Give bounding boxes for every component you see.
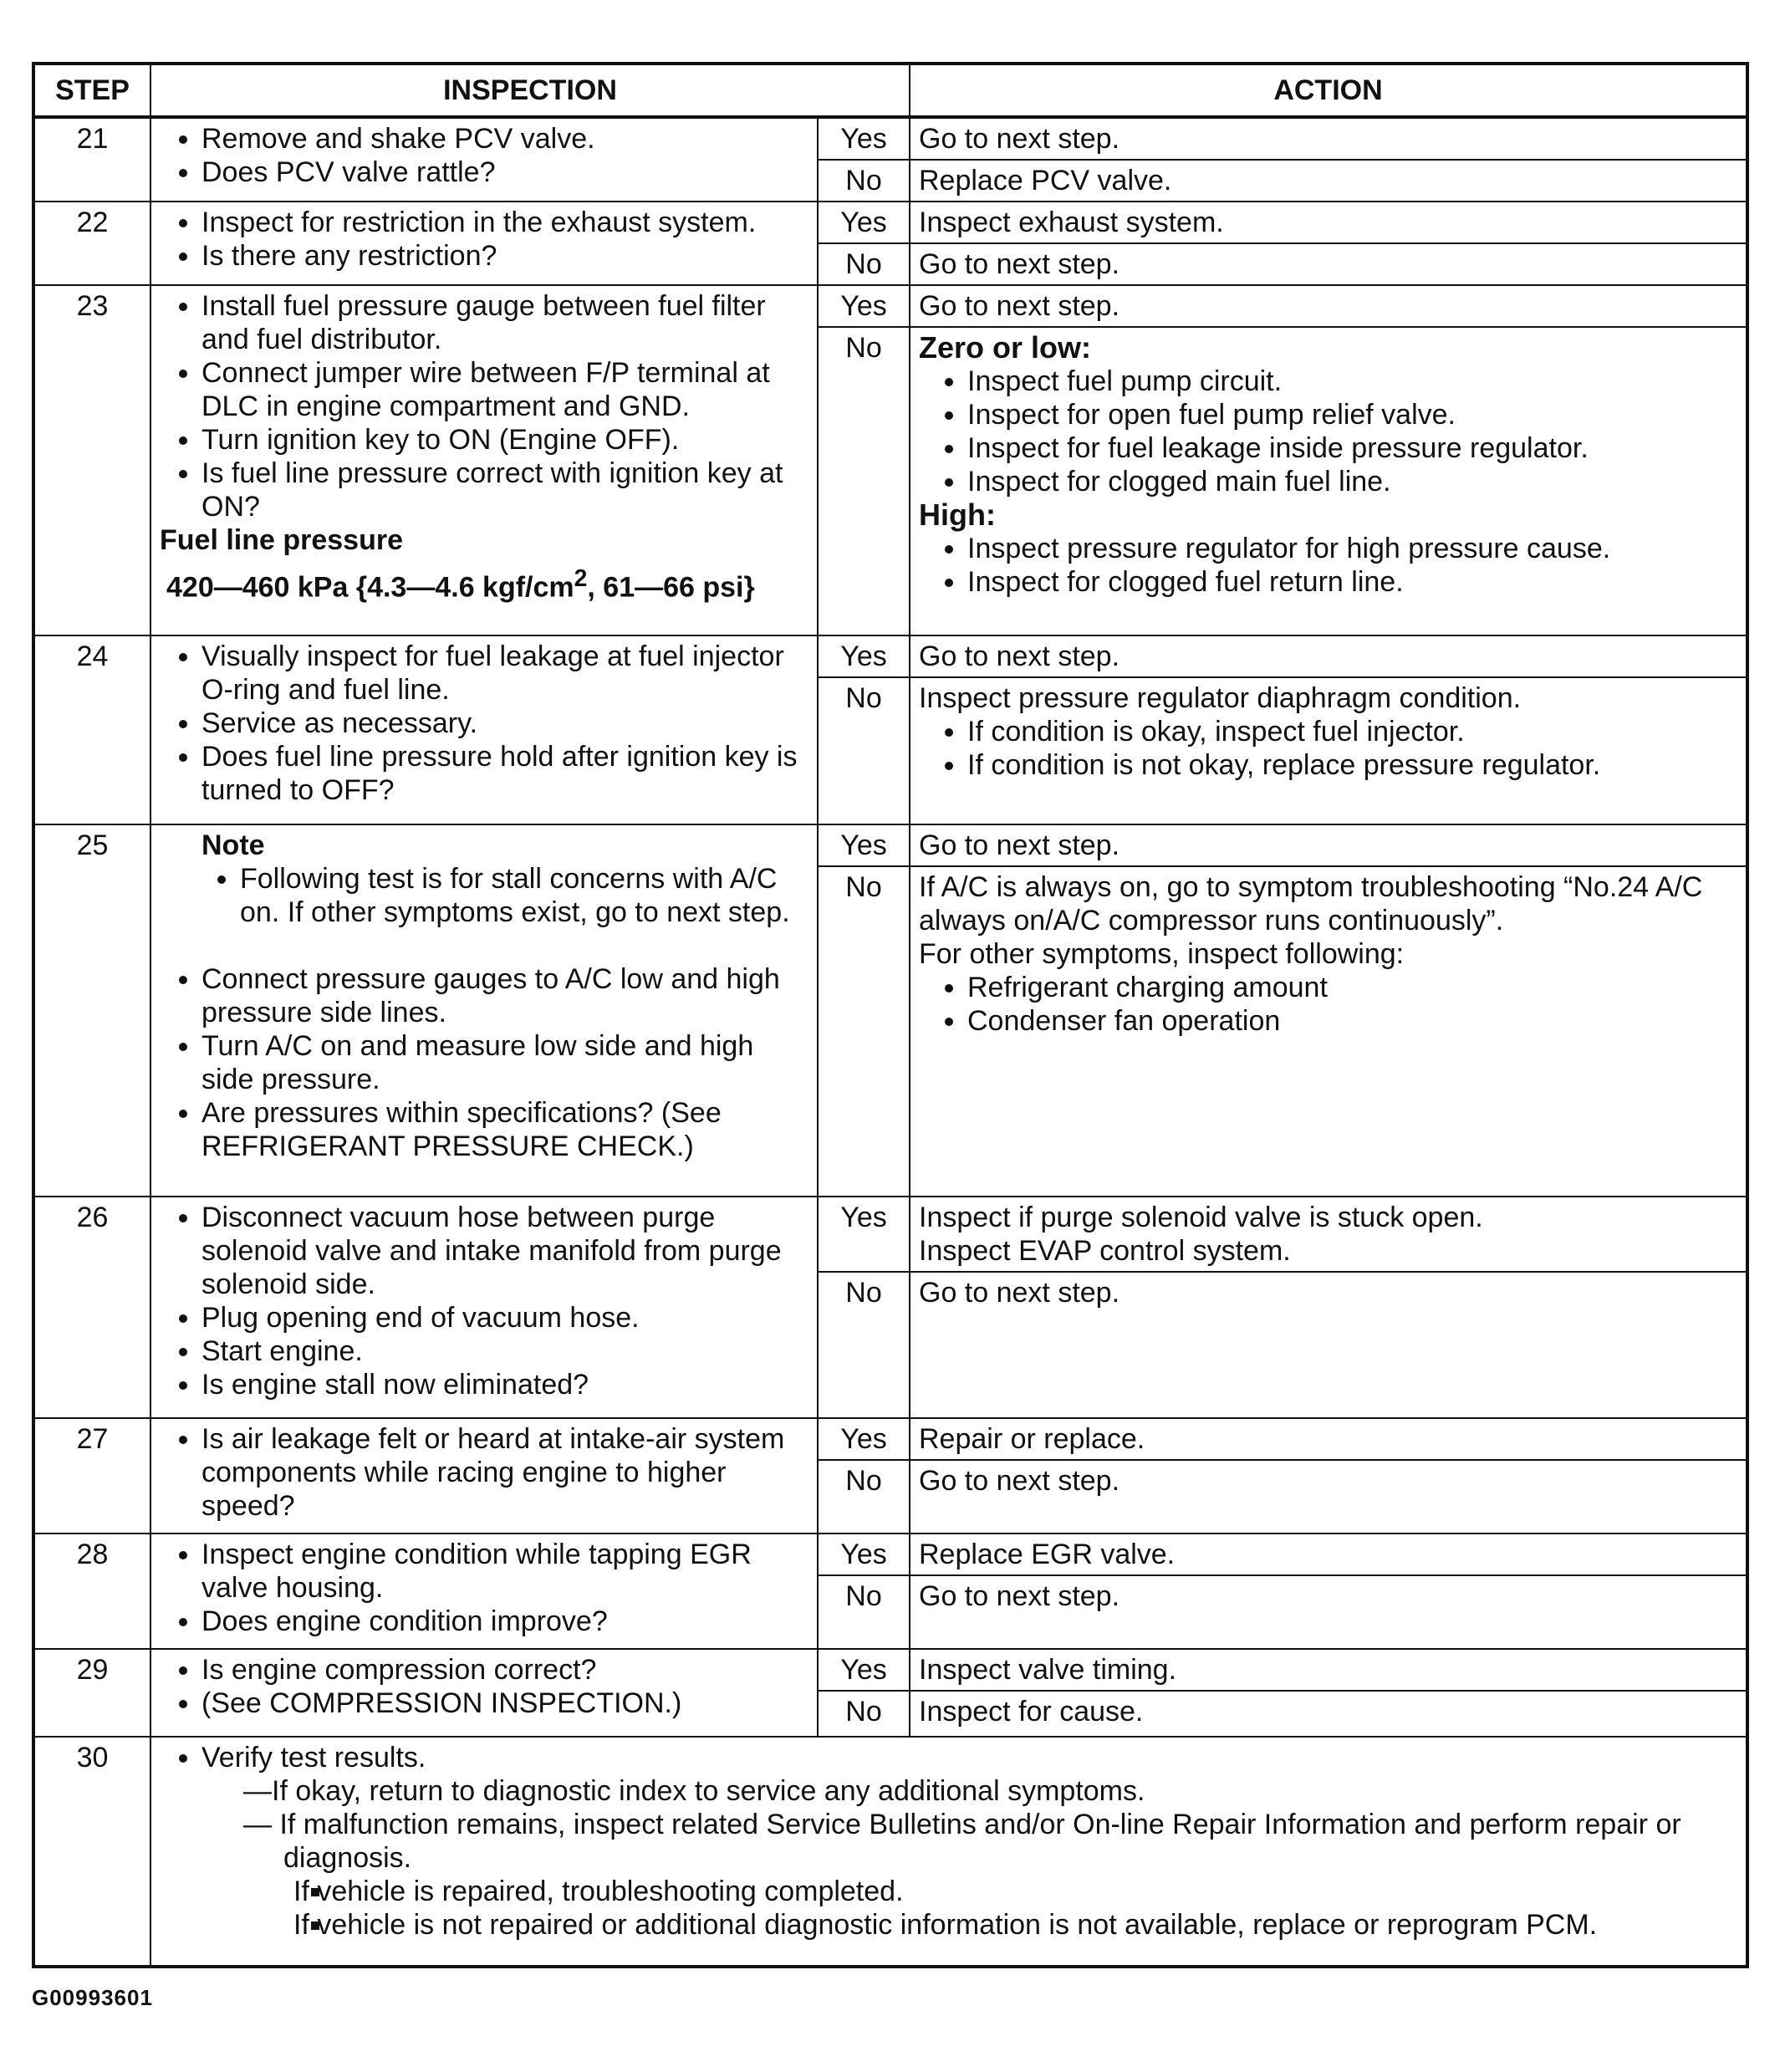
spec-value: 420—460 kPa {4.3—4.6 kgf/$cm^2$, 61—66 psi} [166,565,755,604]
step-number: 24 [33,635,150,824]
yes-action: Inspect exhaust system. [910,202,1747,243]
table-row [33,1534,1747,1575]
yes-action: Inspect valve timing. [910,1649,1747,1691]
inspection-cell [150,1737,1747,1967]
yes-label: Yes [818,285,910,327]
inspection-item: • Is engine compression correct? [201,1653,808,1687]
no-action-secondary: For other symptoms, inspect following: [919,937,1405,970]
action-item: • Inspect for clogged main fuel line. [967,465,1737,498]
inspection-item: • Turn A/C on and measure low side and high side pressure. [201,1029,808,1096]
yes-label: Yes [818,202,910,243]
yes-action: Inspect if purge solenoid valve is stuck open. [919,1201,1483,1233]
action-item: • Inspect for fuel leakage inside pressure regulator. [967,431,1737,465]
inspection-cell [150,117,818,202]
table-row [33,1649,1747,1691]
step-number: 25 [33,824,150,1197]
no-action-cell [910,327,1747,635]
result-item: ▪ If vehicle is repaired, troubleshooting completed. [334,1875,1737,1908]
no-action: If A/C is always on, go to symptom troubleshooting “No.24 A/C always on/A/C compressor runs continuously”. [919,870,1703,936]
yes-action-secondary: Inspect EVAP control system. [919,1234,1291,1267]
yes-label: Yes [818,117,910,160]
inspection-item: • Inspect engine condition while tapping EGR valve housing. [201,1538,808,1605]
yes-action: Go to next step. [910,117,1747,160]
yes-label: Yes [818,824,910,866]
no-label: No [818,327,910,635]
yes-action: Go to next step. [910,824,1747,866]
no-action: Go to next step. [910,1460,1747,1534]
no-label: No [818,677,910,824]
yes-action: Repair or replace. [910,1418,1747,1460]
inspection-item: • Does PCV valve rattle? [201,156,808,189]
inspection-cell [150,285,818,635]
no-label: No [818,1460,910,1534]
inspection-item: • Disconnect vacuum hose between purge solenoid valve and intake manifold from purge solenoid side. [201,1201,808,1301]
yes-action: Go to next step. [910,285,1747,327]
inspection-item: • Start engine. [201,1335,808,1368]
inspection-item: • Plug opening end of vacuum hose. [201,1301,808,1335]
action-item: • If condition is not okay, replace pressure regulator. [967,748,1737,782]
inspection-item: • Is there any restriction? [201,239,808,273]
no-label: No [818,1575,910,1649]
inspection-cell [150,202,818,285]
no-label: No [818,1691,910,1737]
step-number: 30 [33,1737,150,1967]
no-action: Go to next step. [910,1272,1747,1419]
dash-item: — If okay, return to diagnostic index to service any additional symptoms. [243,1774,1737,1808]
step-number: 29 [33,1649,150,1737]
step-number: 28 [33,1534,150,1649]
dash-item: — If malfunction remains, inspect related Service Bulletins and/or On-line Repair Information and perform repair or diagnosis. ▪ If vehicle is repaired, troubleshooting completed. ▪ If vehicle is not repaired or additional diagnostic information is not available, replace or reprogram PCM. [243,1808,1737,1942]
table-row [33,285,1747,327]
action-item: • Inspect pressure regulator for high pressure cause. [967,532,1737,565]
inspection-item: • Install fuel pressure gauge between fuel filter and fuel distributor. [201,289,808,356]
inspection-cell [150,1534,818,1649]
note-item: • Following test is for stall concerns with A/C on. If other symptoms exist, go to next step. [240,862,808,929]
yes-label: Yes [818,1534,910,1575]
inspection-item: • Verify test results. — If okay, return to diagnostic index to service any additional symptoms. — If malfunction remains, inspect related Service Bulletins and/or On-line Repair Information and perform repair or diagnosis. ▪ If vehicle is repaired, troubleshooting completed. ▪ If vehicle is not repaired or additional diagnostic information is not available, replace or reprogram PCM. [201,1741,1737,1942]
no-label: No [818,243,910,285]
diagnostic-table [32,62,1749,1968]
inspection-cell [150,1649,818,1737]
inspection-item: • Connect pressure gauges to A/C low and high pressure side lines. [201,962,808,1029]
step-number: 27 [33,1418,150,1534]
action-item: • If condition is okay, inspect fuel injector. [967,715,1737,748]
action-item: • Inspect fuel pump circuit. [967,365,1737,398]
table-row [33,117,1747,160]
inspection-item: • Are pressures within specifications? (See REFRIGERANT PRESSURE CHECK.) [201,1096,808,1163]
table-header-row [33,64,1747,117]
no-label: No [818,866,910,1197]
yes-label: Yes [818,1197,910,1272]
inspection-item: • Visually inspect for fuel leakage at fuel injector O-ring and fuel line. [201,640,808,707]
inspection-item: • Does engine condition improve? [201,1605,808,1638]
no-action: Inspect for cause. [910,1691,1747,1737]
inspection-item: • Does fuel line pressure hold after ignition key is turned to OFF? [201,740,808,807]
table-row [33,1197,1747,1272]
zero-low-heading: Zero or low: [919,330,1091,365]
inspection-cell [150,1418,818,1534]
no-label: No [818,1272,910,1419]
inspection-item: • Is engine stall now eliminated? [201,1368,808,1401]
inspection-cell [150,824,818,1197]
no-label: No [818,160,910,202]
inspection-item: • Is fuel line pressure correct with ignition key at ON? [201,457,808,523]
table-row [33,824,1747,866]
yes-label: Yes [818,635,910,677]
header-action: ACTION [910,64,1747,117]
step-number: 23 [33,285,150,635]
note-heading: Note [201,829,265,861]
yes-action: Replace EGR valve. [910,1534,1747,1575]
inspection-item: • Remove and shake PCV valve. [201,122,808,156]
no-action: Go to next step. [910,1575,1747,1649]
header-step: STEP [33,64,150,117]
action-item: • Refrigerant charging amount [967,971,1737,1004]
inspection-item: • Inspect for restriction in the exhaust system. [201,206,808,239]
step-number: 26 [33,1197,150,1419]
result-item: ▪ If vehicle is not repaired or additional diagnostic information is not available, replace or reprogram PCM. [334,1908,1737,1942]
no-action-cell [910,677,1747,824]
high-heading: High: [919,498,996,532]
step-number: 22 [33,202,150,285]
figure-code: G00993601 [32,1985,153,2010]
inspection-item: • Turn ignition key to ON (Engine OFF). [201,423,808,457]
inspection-item: • Connect jumper wire between F/P terminal at DLC in engine compartment and GND. [201,356,808,423]
action-item: • Inspect for open fuel pump relief valve. [967,398,1737,431]
inspection-cell [150,635,818,824]
inspection-item: • Service as necessary. [201,707,808,740]
no-action-cell [910,866,1747,1197]
action-item: • Condenser fan operation [967,1004,1737,1038]
no-action: Replace PCV valve. [910,160,1747,202]
table-row [33,1418,1747,1460]
step-number: 21 [33,117,150,202]
inspection-item: • Is air leakage felt or heard at intake-air system components while racing engine to higher speed? [201,1422,808,1523]
no-action: Go to next step. [910,243,1747,285]
no-action: Inspect pressure regulator diaphragm condition. [919,682,1522,715]
header-inspection: INSPECTION [150,64,910,117]
inspection-cell [150,1197,818,1419]
spec-label: Fuel line pressure [160,524,403,556]
table-row [33,1737,1747,1967]
yes-label: Yes [818,1418,910,1460]
yes-label: Yes [818,1649,910,1691]
table-row [33,635,1747,677]
yes-action-cell [910,1197,1747,1272]
inspection-item: • (See COMPRESSION INSPECTION.) [201,1687,808,1720]
table-row [33,202,1747,243]
action-item: • Inspect for clogged fuel return line. [967,565,1737,599]
yes-action: Go to next step. [910,635,1747,677]
